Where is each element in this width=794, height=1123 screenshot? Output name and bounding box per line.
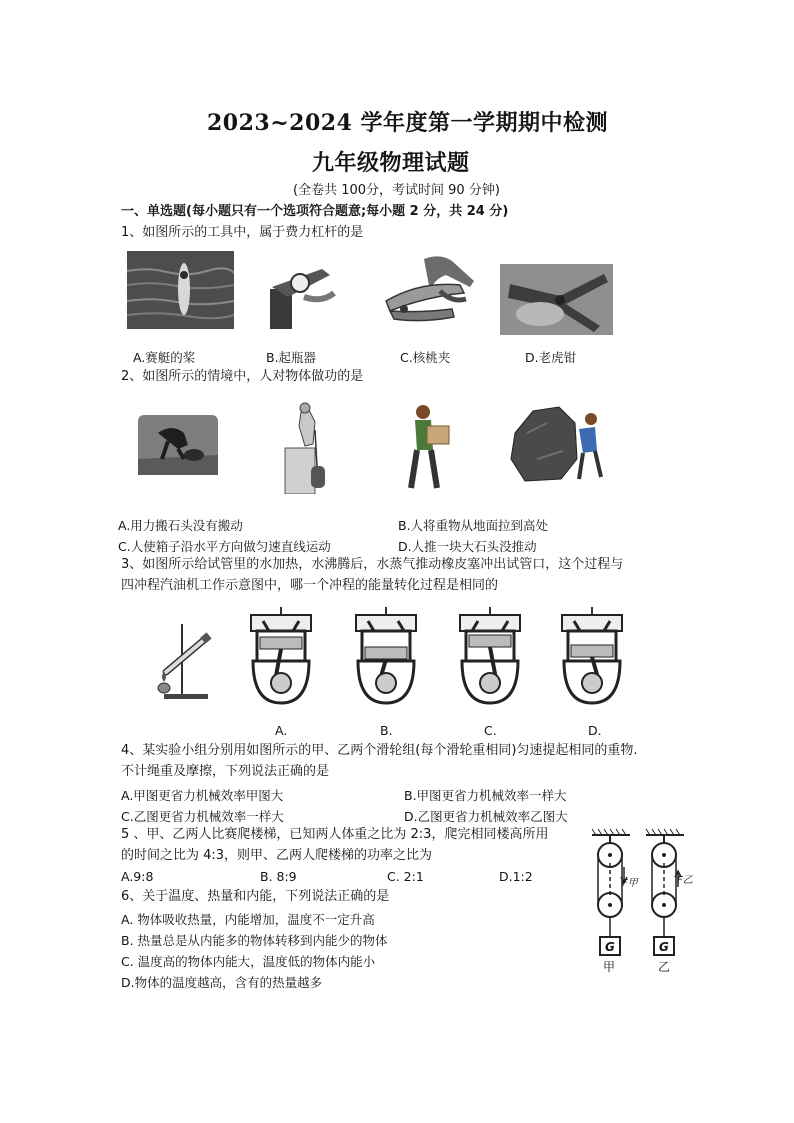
q2-option-c: C.人使箱子沿水平方向做匀速直线运动 — [118, 539, 331, 554]
pliers-photo — [500, 264, 613, 335]
q2-option-b: B.人将重物从地面拉到高处 — [398, 518, 549, 533]
q3-label-d: D. — [588, 723, 602, 738]
pulley-yi-label: 乙 — [658, 960, 671, 974]
q5-option-d: D.1:2 — [499, 869, 533, 884]
q1-option-c: C.核桃夹 — [400, 350, 451, 365]
q4-option-d: D.乙图更省力机械效率乙图大 — [404, 809, 568, 824]
q4-option-b: B.甲图更省力机械效率一样大 — [404, 788, 567, 803]
q1-stem: 1、如图所示的工具中，属于费力杠杆的是 — [121, 225, 364, 240]
engine-stroke-a[interactable] — [243, 603, 319, 705]
q1-option-b: B.起瓶器 — [266, 350, 317, 365]
q3-label-c: C. — [484, 723, 497, 738]
pulley-yi-weight-label: G — [659, 940, 669, 954]
pulley-jia-weight-label: G — [605, 940, 615, 954]
engine-stroke-c[interactable] — [452, 603, 528, 705]
q2-option-a: A.用力搬石头没有搬动 — [118, 518, 243, 533]
engine-stroke-d[interactable] — [554, 603, 630, 705]
pulley-jia-force-label: F甲 — [622, 878, 638, 889]
bottle-opener-photo — [264, 263, 338, 329]
q4-option-a: A.甲图更省力机械效率甲图大 — [121, 788, 284, 803]
q1-option-d: D.老虎钳 — [525, 350, 577, 365]
test-tube-apparatus — [148, 620, 216, 700]
q3-label-b: B. — [380, 723, 393, 738]
q5-option-a: A.9:8 — [121, 869, 154, 884]
q5-stem-line2: 的时间之比为 4:3，则甲、乙两人爬楼梯的功率之比为 — [121, 848, 433, 863]
lifting-stone-image — [138, 415, 218, 475]
q4-option-c: C.乙图更省力机械效率一样大 — [121, 809, 284, 824]
q5-stem-line1: 5 、甲、乙两人比赛爬楼梯，已知两人体重之比为 2:3，爬完相同楼高所用 — [121, 827, 549, 842]
q5-option-c: C. 2:1 — [387, 869, 424, 884]
q6-stem: 6、关于温度、热量和内能，下列说法正确的是 — [121, 889, 390, 904]
q4-stem-line1: 4、某实验小组分别用如图所示的甲、乙两个滑轮组(每个滑轮重相同)匀速提起相同的重物. — [121, 743, 638, 758]
rowing-oar-photo — [127, 251, 234, 329]
q2-option-d: D.人推一块大石头没推动 — [398, 539, 537, 554]
exam-title: 2023~2024 学年度第一学期期中检测 — [207, 110, 609, 136]
pulley-jia-label: 甲 — [603, 960, 616, 974]
q4-stem-line2: 不计绳重及摩擦，下列说法正确的是 — [121, 764, 330, 779]
exam-subtitle: 九年级物理试题 — [312, 150, 470, 176]
carrying-box-image — [405, 402, 455, 494]
q5-option-b: B. 8:9 — [260, 869, 297, 884]
pulling-weight-image — [283, 402, 343, 494]
q6-option-b: B. 热量总是从内能多的物体转移到内能少的物体 — [121, 933, 388, 948]
q6-option-a: A. 物体吸收热量，内能增加，温度不一定升高 — [121, 912, 375, 927]
engine-stroke-b[interactable] — [348, 603, 424, 705]
q3-label-a: A. — [275, 723, 288, 738]
q6-option-c: C. 温度高的物体内能大，温度低的物体内能小 — [121, 954, 376, 969]
q3-stem-line2: 四冲程汽油机工作示意图中，哪一个冲程的能量转化过程是相同的 — [121, 578, 499, 593]
q1-option-a: A.赛艇的桨 — [133, 350, 196, 365]
nutcracker-photo — [380, 251, 480, 329]
section-heading: 一、单选题(每小题只有一个选项符合题意;每小题 2 分，共 24 分) — [121, 204, 509, 219]
exam-note: (全卷共 100分，考试时间 90 分钟) — [293, 183, 500, 198]
q2-stem: 2、如图所示的情境中，人对物体做功的是 — [121, 369, 364, 384]
q6-option-d: D.物体的温度越高，含有的热量越多 — [121, 975, 323, 990]
pushing-rock-image — [507, 403, 607, 483]
q3-stem-line1: 3、如图所示给试管里的水加热，水沸腾后，水蒸气推动橡皮塞冲出试管口，这个过程与 — [121, 557, 624, 572]
pulley-yi-force-label: F乙 — [677, 875, 693, 886]
